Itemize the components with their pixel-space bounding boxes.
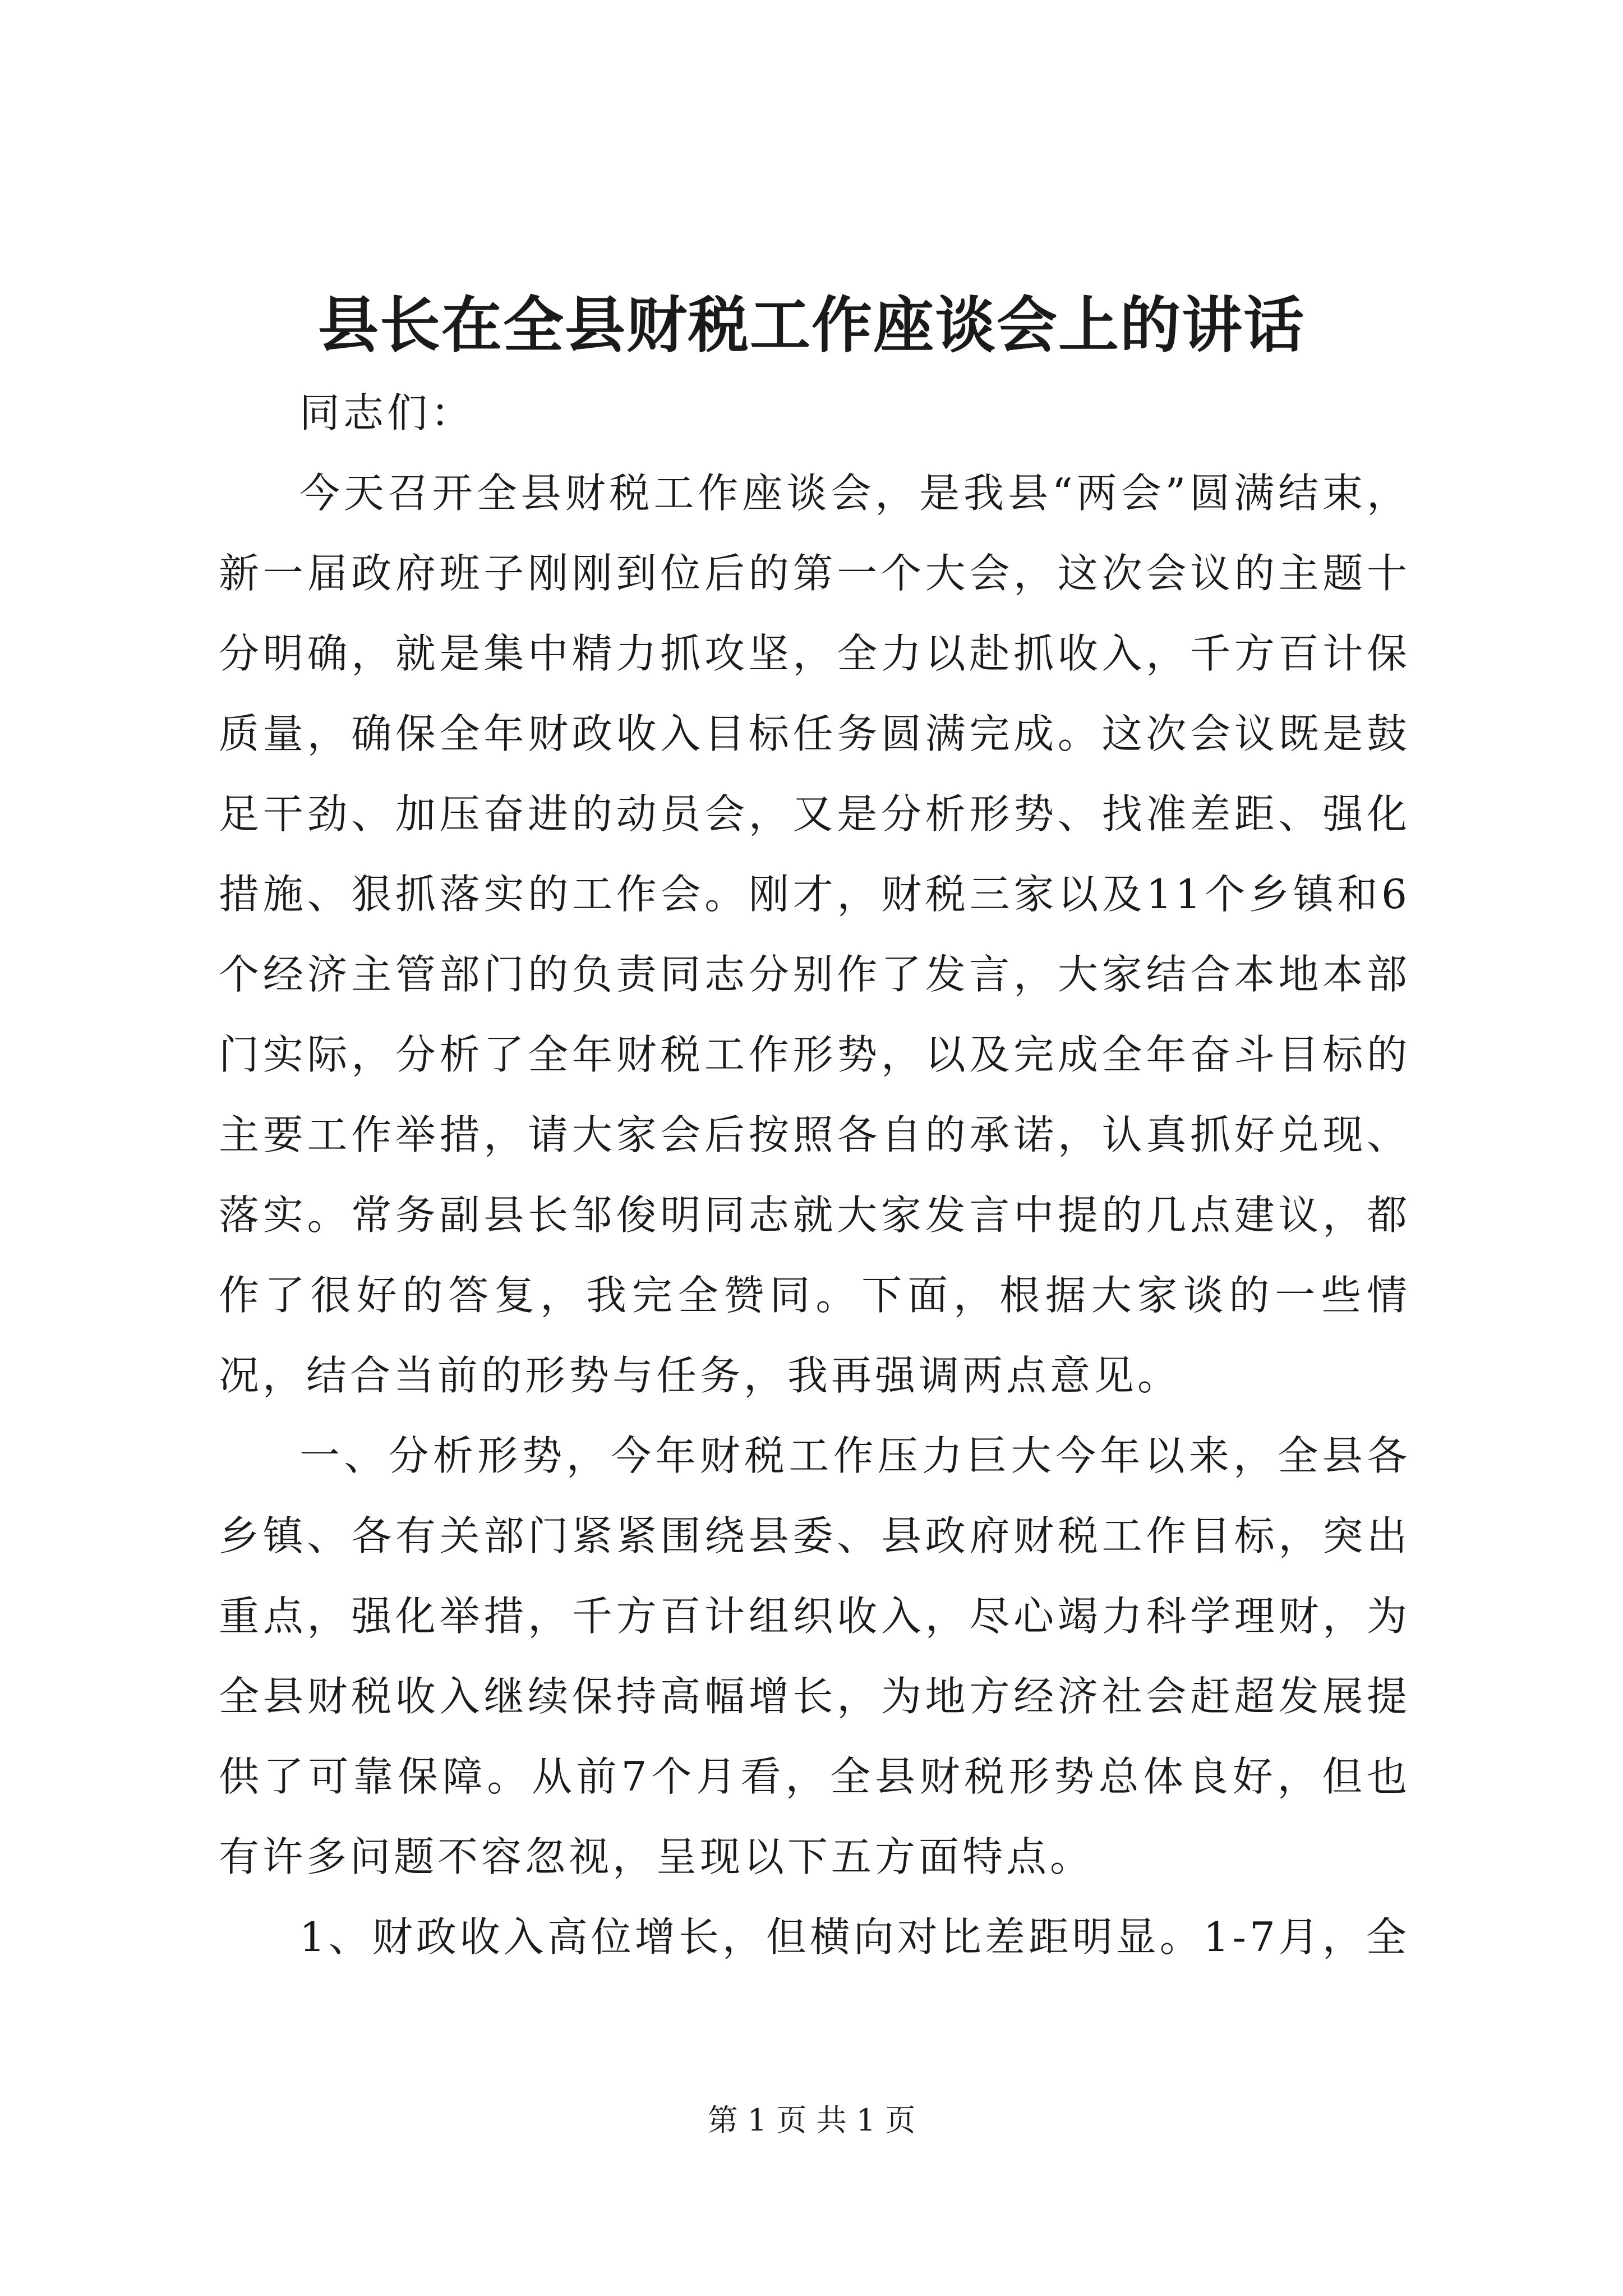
document-body [219,373,1410,1977]
document-title: 县长在全县财税工作座谈会上的讲话 [317,290,1305,361]
page-footer: 第 1 页 共 1 页 [707,2102,916,2138]
opening-paragraph: 今天召开全县财税工作座谈会，是我县“两会”圆满结束，新一届政府班子刚刚到位后的第一个大会，这次会议的主题十分明确，就是集中精力抓攻坚，全力以赴抓收入，千方百计保质量，确保全年财政收入目标任务圆满完成。这次会议既是鼓足干劲、加压奋进的动员会，又是分析形势、找准差距、强化措施、狠抓落实的工作会。刚才，财税三家以及11个乡镇和6个经济主管部门的负责同志分别作了发言，大家结合本地本部门实际，分析了全年财税工作形势，以及完成全年奋斗目标的主要工作举措，请大家会后按照各自的承诺，认真抓好兑现、落实。常务副县长邹俊明同志就大家发言中提的几点建议，都作了很好的答复，我完全赞同。下面，根据大家谈的一些情况，结合当前的形势与任务，我再强调两点意见。 [219,470,1410,1399]
point-one-paragraph: 1、财政收入高位增长，但横向对比差距明显。1-7月，全 [299,1913,1410,1961]
salutation-paragraph: 同志们： [299,389,475,436]
section-one-paragraph: 一、分析形势，今年财税工作压力巨大今年以来，全县各乡镇、各有关部门紧紧围绕县委、县政府财税工作目标，突出重点，强化举措，千方百计组织收入，尽心竭力科学理财，为全县财税收入继续保持高幅增长，为地方经济社会赶超发展提供了可靠保障。从前7个月看，全县财税形势总体良好，但也有许多问题不容忽视，呈现以下五方面特点。 [219,1432,1410,1880]
